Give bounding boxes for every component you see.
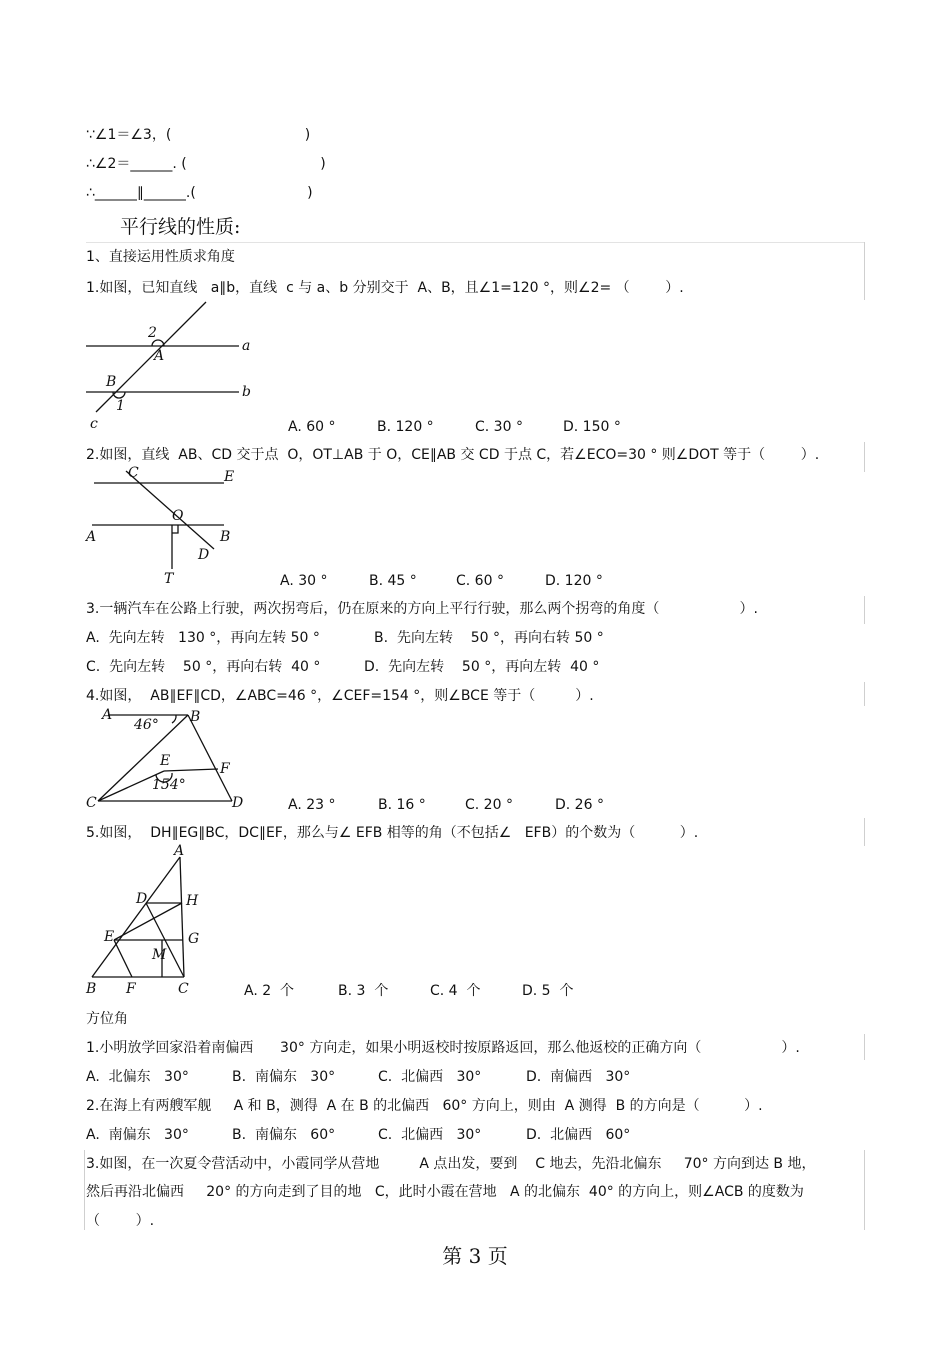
page-number: 第 3 页 [442,1244,508,1268]
q5-option-a[interactable]: A. 2 个 [244,983,295,999]
label-c: C [178,981,189,997]
label-2: 2 [148,325,157,341]
p1-option-c[interactable]: C. 北偏西 30° [378,1069,482,1085]
label-a-line: a [242,338,251,354]
q4-option-c[interactable]: C. 20 ° [465,797,513,813]
p2-option-c[interactable]: C. 北偏西 30° [378,1127,482,1143]
q3-option-b[interactable]: B. 先向左转 50 °，再向右转 50 ° [374,630,604,646]
label-a: A [86,529,97,545]
label-d: D [136,891,148,907]
q2-option-c[interactable]: C. 60 ° [456,573,504,589]
frame-line [864,682,865,706]
q5-option-b[interactable]: B. 3 个 [338,983,389,999]
q2-option-b[interactable]: B. 45 ° [369,573,417,589]
subsection-title: 1、直接运用性质求角度 [86,249,235,265]
label-g: G [188,931,200,947]
label-t: T [164,571,174,587]
frame-line [86,242,864,243]
label-f: F [220,761,230,777]
frame-line [864,242,865,300]
q2-option-a[interactable]: A. 30 ° [280,573,328,589]
label-154: 154° [152,777,186,793]
label-a: A [174,843,185,859]
p3-line-3: （ ）. [86,1213,155,1229]
label-c-line: c [90,416,98,432]
q3-option-d[interactable]: D. 先向左转 50 °，再向左转 40 ° [364,659,600,675]
q2-figure [84,465,264,590]
line-ba [92,857,180,977]
label-m: M [152,947,167,963]
q4-option-b[interactable]: B. 16 ° [378,797,426,813]
line-c [96,302,206,412]
line-ef [114,940,132,977]
label-a: A [102,707,113,723]
label-e: E [104,929,115,945]
q5-option-d[interactable]: D. 5 个 [522,983,574,999]
label-b: B [220,529,231,545]
q5-figure [84,843,224,995]
q3-option-a[interactable]: A. 先向左转 130 °，再向左转 50 ° [86,630,320,646]
label-e: E [160,753,171,769]
frame-line [864,596,865,624]
q1-option-b[interactable]: B. 120 ° [377,419,434,435]
q1-text: 1.如图，已知直线 a∥b，直线 c 与 a、b 分别交于 A、B，且∠1=120 °，则∠2= （ ）. [86,280,684,296]
p1-option-a[interactable]: A. 北偏东 30° [86,1069,189,1085]
q4-figure [84,705,259,813]
angle-mark [172,715,176,723]
label-a-point: A [154,348,165,364]
label-b-point: B [106,374,117,390]
q4-option-d[interactable]: D. 26 ° [555,797,604,813]
p2-option-b[interactable]: B. 南偏东 60° [232,1127,336,1143]
p2-text: 2.在海上有两艘军舰 A 和 B，测得 A 在 B 的北偏西 60° 方向上，则由 A 测得 B 的方向是（ ）. [86,1098,763,1114]
label-c: C [128,465,139,481]
line-ac [180,857,184,977]
q2-option-d[interactable]: D. 120 ° [545,573,603,589]
frame-line [84,1150,85,1230]
line-bd [188,715,232,801]
q5-text: 5.如图， DH∥EG∥BC，DC∥EF，那么与∠ EFB 相等的角（不包括∠ EFB）的个数为（ ）. [86,825,699,841]
q1-option-d[interactable]: D. 150 ° [563,419,621,435]
label-b: B [190,709,201,725]
section-title: 平行线的性质: [120,216,241,238]
proof-line-1: ∵∠1＝∠3，( ) [86,127,311,143]
label-h: H [186,893,199,909]
q1-figure [84,300,284,435]
label-f: F [126,981,136,997]
q4-text: 4.如图， AB∥EF∥CD，∠ABC=46 °，∠CEF=154 °，则∠BCE 等于（ ）. [86,688,594,704]
label-d: D [232,795,244,811]
p3-line-2: 然后再沿北偏西 20° 的方向走到了目的地 C，此时小霞在营地 A 的北偏东 40° 的方向上，则∠ACB 的度数为 [86,1184,804,1200]
frame-line [864,442,865,472]
label-1: 1 [116,398,125,414]
label-46: 46° [134,717,159,733]
q3-option-c[interactable]: C. 先向左转 50 °，再向右转 40 ° [86,659,321,675]
p1-option-d[interactable]: D. 南偏西 30° [526,1069,631,1085]
proof-line-2: ∴∠2＝______. ( ) [86,156,326,172]
label-b-line: b [242,384,251,400]
q1-option-a[interactable]: A. 60 ° [288,419,336,435]
label-e: E [224,469,235,485]
line-ef [164,769,218,771]
p2-option-d[interactable]: D. 北偏西 60° [526,1127,631,1143]
q3-text: 3.一辆汽车在公路上行驶，两次拐弯后，仍在原来的方向上平行行驶，那么两个拐弯的角度（ ）. [86,601,758,617]
frame-line [864,1034,865,1060]
q2-text: 2.如图，直线 AB、CD 交于点 O，OT⊥AB 于 O，CE∥AB 交 CD 于点 C，若∠ECO=30 ° 则∠DOT 等于（ ）. [86,447,820,463]
label-d: D [198,547,210,563]
label-c: C [86,795,97,811]
label-b: B [86,981,97,997]
frame-line [864,818,865,846]
q4-option-a[interactable]: A. 23 ° [288,797,336,813]
right-angle-mark [172,525,178,533]
q1-option-c[interactable]: C. 30 ° [475,419,523,435]
p2-option-a[interactable]: A. 南偏东 30° [86,1127,189,1143]
subsection-title-bearing: 方位角 [86,1011,128,1027]
q5-option-c[interactable]: C. 4 个 [430,983,481,999]
p1-text: 1.小明放学回家沿着南偏西 30° 方向走，如果小明返校时按原路返回，那么他返校的正确方向（ ）. [86,1040,800,1056]
label-o: O [172,508,184,524]
proof-line-3: ∴______∥______.( ) [86,185,313,201]
line-he [114,903,182,940]
p1-option-b[interactable]: B. 南偏东 30° [232,1069,336,1085]
p3-line-1: 3.如图，在一次夏令营活动中，小霞同学从营地 A 点出发，要到 C 地去，先沿北偏东 70° 方向到达 B 地， [86,1156,816,1172]
frame-line [864,1150,865,1230]
